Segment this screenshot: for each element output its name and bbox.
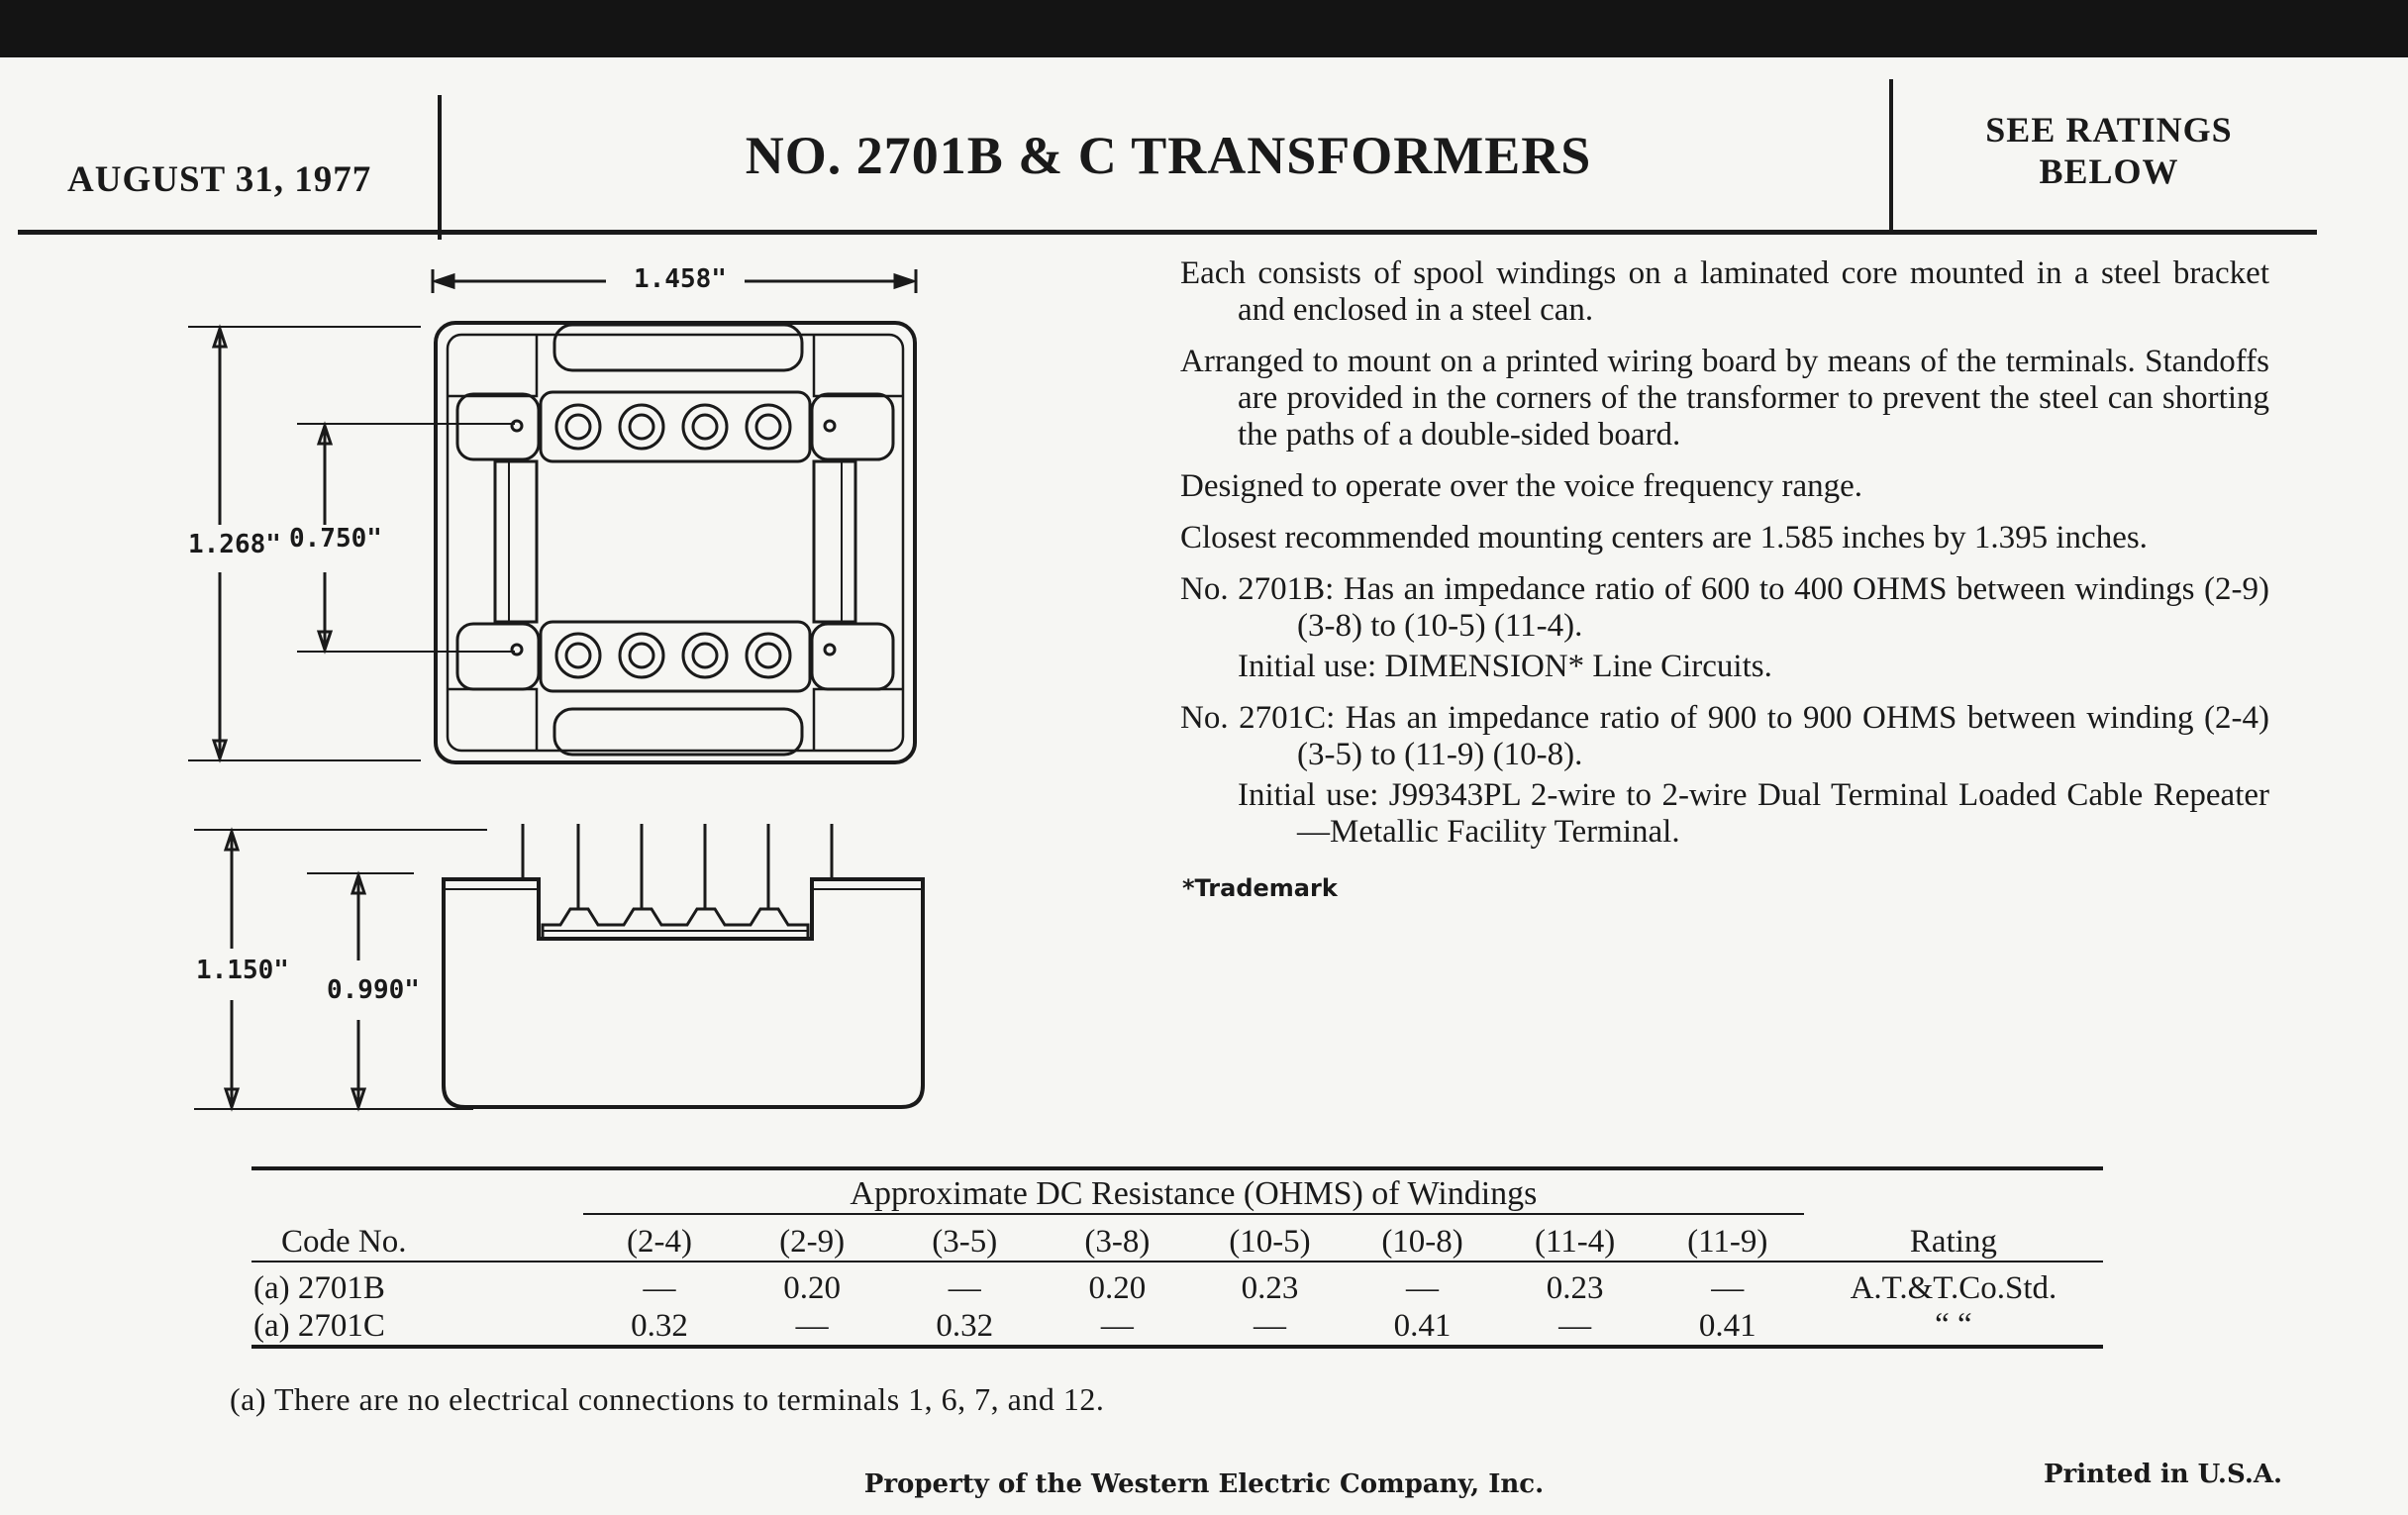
- rating-cell: “ “: [1804, 1307, 2103, 1347]
- description-paragraph: Designed to operate over the voice frequency range.: [1180, 468, 1863, 504]
- model-2701c-spec: No. 2701C: Has an impedance ratio of 900 to 900 OHMS between winding (2-4) (3-5) to (11-9) (10-8).: [1180, 700, 2269, 772]
- winding-header: (3-8): [1041, 1214, 1193, 1262]
- rating-header: Rating: [1804, 1214, 2103, 1262]
- value-cell: 0.32: [583, 1307, 736, 1347]
- code-cell: (a) 2701B: [253, 1270, 385, 1306]
- header-rule: [18, 230, 2317, 235]
- table-group-title: Approximate DC Resistance (OHMS) of Windings: [583, 1170, 1804, 1214]
- code-cell: (a) 2701C: [251, 1307, 583, 1347]
- value-cell: —: [1406, 1270, 1440, 1306]
- winding-header: (3-5): [888, 1214, 1041, 1262]
- rating-cell: A.T.&T.Co.Std.: [1850, 1270, 2057, 1306]
- spacing-dimension-label: 0.750": [289, 524, 382, 554]
- value-cell: 0.41: [1347, 1307, 1499, 1347]
- winding-header: (10-8): [1347, 1214, 1499, 1262]
- table-row: [251, 1262, 2103, 1307]
- value-cell: —: [1193, 1307, 1346, 1347]
- model-2701b-use: Initial use: DIMENSION* Line Circuits.: [1238, 649, 1772, 684]
- winding-header: (11-4): [1499, 1214, 1652, 1262]
- value-cell: —: [1041, 1307, 1193, 1347]
- resistance-table: [251, 1170, 2103, 1349]
- value-cell: 0.32: [888, 1307, 1041, 1347]
- document-title: NO. 2701B & C TRANSFORMERS: [745, 126, 1592, 185]
- value-cell: —: [1711, 1270, 1745, 1306]
- value-cell: —: [1499, 1307, 1652, 1347]
- ratings-note-line1: SEE RATINGS: [1985, 110, 2233, 150]
- value-cell: 0.20: [783, 1270, 841, 1306]
- value-cell: 0.41: [1652, 1307, 1804, 1347]
- code-no-header: Code No.: [251, 1214, 583, 1262]
- value-cell: 0.23: [1241, 1270, 1299, 1306]
- description-paragraph: Arranged to mount on a printed wiring board by means of the terminals. Standoffs are provided in the corners of the transformer to prevent the steel can shorting the paths of a double-sided board.: [1180, 344, 2269, 453]
- value-cell: 0.23: [1546, 1270, 1604, 1306]
- model-2701c-use: Initial use: J99343PL 2-wire to 2-wire Dual Terminal Loaded Cable Repeater—Metallic Facility Terminal.: [1238, 777, 2269, 850]
- property-notice: Property of the Western Electric Company, Inc.: [863, 1469, 1545, 1499]
- description-paragraph: Each consists of spool windings on a laminated core mounted in a steel bracket and enclosed in a steel can.: [1180, 255, 2269, 328]
- transformer-drawing: [0, 238, 990, 1129]
- description-paragraph: Closest recommended mounting centers are 1.585 inches by 1.395 inches.: [1180, 520, 2148, 556]
- width-dimension-label: 1.458": [634, 264, 727, 294]
- header-divider-right: [1889, 79, 1893, 230]
- issue-date: AUGUST 31, 1977: [67, 159, 372, 200]
- ratings-note-line2: BELOW: [2039, 152, 2179, 191]
- height-dimension-label: 1.268": [188, 530, 281, 559]
- value-cell: —: [643, 1270, 676, 1306]
- winding-header: (2-9): [736, 1214, 888, 1262]
- description-block: [1180, 255, 2269, 922]
- body-height-dimension-label: 0.990": [327, 975, 420, 1005]
- side-height-dimension-label: 1.150": [196, 956, 289, 985]
- winding-header: (10-5): [1193, 1214, 1346, 1262]
- trademark-note: *Trademark: [1182, 874, 1338, 902]
- model-2701b-spec: No. 2701B: Has an impedance ratio of 600 to 400 OHMS between windings (2-9) (3-8) to (10-5) (11-4).: [1180, 571, 2269, 644]
- ratings-note: [1901, 109, 2317, 192]
- table-footnote: (a) There are no electrical connections to terminals 1, 6, 7, and 12.: [230, 1381, 1105, 1417]
- winding-header: (2-4): [583, 1214, 736, 1262]
- winding-header: (11-9): [1652, 1214, 1804, 1262]
- value-cell: 0.20: [1088, 1270, 1147, 1306]
- printed-in-notice: Printed in U.S.A.: [2044, 1460, 2283, 1489]
- value-cell: —: [736, 1307, 888, 1347]
- table-row: [251, 1307, 2103, 1347]
- value-cell: —: [948, 1270, 981, 1306]
